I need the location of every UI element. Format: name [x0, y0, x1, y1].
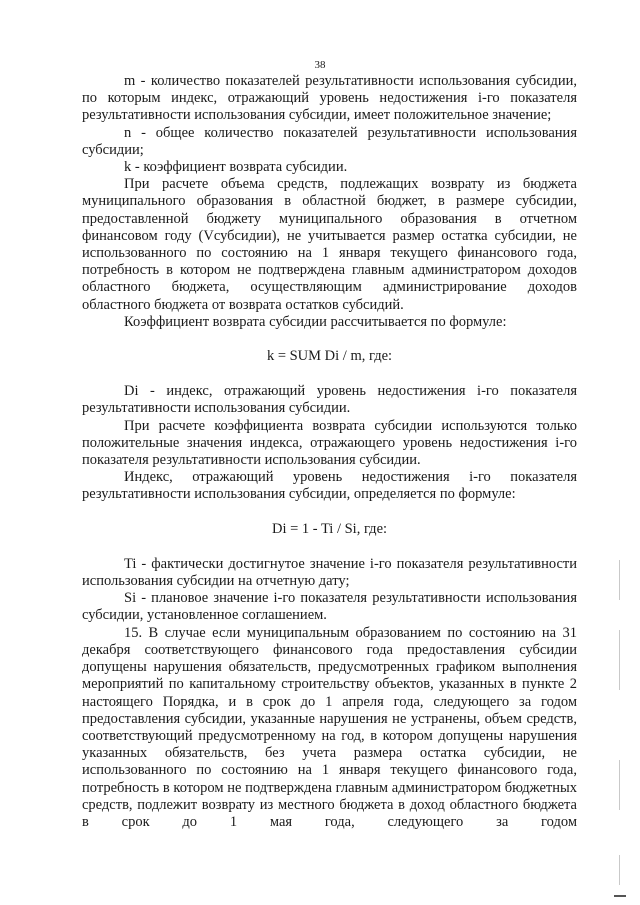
- definition-ti: Ti - фактически достигнутое значение i-го показателя результативности использования субсидии на отчетную дату;: [82, 555, 577, 590]
- paragraph-15: 15. В случае если муниципальным образованием по состоянию на 31 декабря соответствующего финансового года предоставления субсидии допущены нарушения обязательств, предусмотренных графиком выполнения мероприятий по капитальному строительству объектов, указанных в пункте 2 настоящего Порядка, и в срок до 1 апреля года, следующего за годом предоставления субсидии, указанные нарушения не устранены, объем средств, соответствующий предусмотренному на год, в котором допущены нарушения указанных обязательств, без учета размера остатка субсидии, не использованного по состоянию на 1 января текущего финансового года, потребность в котором не подтверждена главным администратором бюджетных средств, подлежит возврату из местного бюджета в доход областного бюджета в срок до 1 мая года, следующего за годом: [82, 624, 577, 830]
- definition-m: m - количество показателей результативности использования субсидии, по которым индекс, отражающий уровень недостижения i-го показателя результативности использования субсидии, имеет положительное значение;: [82, 73, 577, 124]
- paragraph-index-intro: Индекс, отражающий уровень недостижения i-го показателя результативности использования субсидии, определяется по формуле:: [82, 469, 577, 503]
- definition-di: Di - индекс, отражающий уровень недостижения i-го показателя результативности использования субсидии.: [82, 383, 577, 417]
- document-body: [82, 73, 577, 831]
- paragraph-positive-values: При расчете коэффициента возврата субсидии используются только положительные значения индекса, отражающего уровень недостижения i-го показателя результативности использования субсидии.: [82, 417, 577, 469]
- scan-edge-mark: [619, 560, 620, 600]
- scan-edge-mark: [619, 760, 620, 810]
- formula-k: k = SUM Di / m, где:: [266, 348, 393, 365]
- definition-k: k - коэффициент возврата субсидии.: [124, 159, 348, 176]
- paragraph-return-coefficient-intro: Коэффициент возврата субсидии рассчитывается по формуле:: [124, 313, 507, 330]
- page-number: 38: [314, 59, 326, 71]
- formula-di: Di = 1 - Ti / Si, где:: [271, 520, 388, 537]
- definition-si: Si - плановое значение i-го показателя результативности использования субсидии, установленное соглашением.: [82, 590, 577, 624]
- scan-edge-mark: [619, 855, 620, 885]
- scan-edge-mark: [619, 630, 620, 690]
- scan-corner-mark: [614, 895, 626, 897]
- definition-n: n - общее количество показателей результативности использования субсидии;: [82, 124, 577, 158]
- paragraph-volume-calculation: При расчете объема средств, подлежащих возврату из бюджета муниципального образования в областной бюджет, в размере субсидии, предоставленной бюджету муниципального образования в отчетном финансовом году (Vсубсидии), не учитывается размер остатка субсидии, не использованного по состоянию на 1 января текущего финансового года, потребность в котором не подтверждена главным администратором доходов областного бюджета, осуществляющим администрирование доходов областного бюджета от возврата остатков субсидий.: [82, 176, 577, 313]
